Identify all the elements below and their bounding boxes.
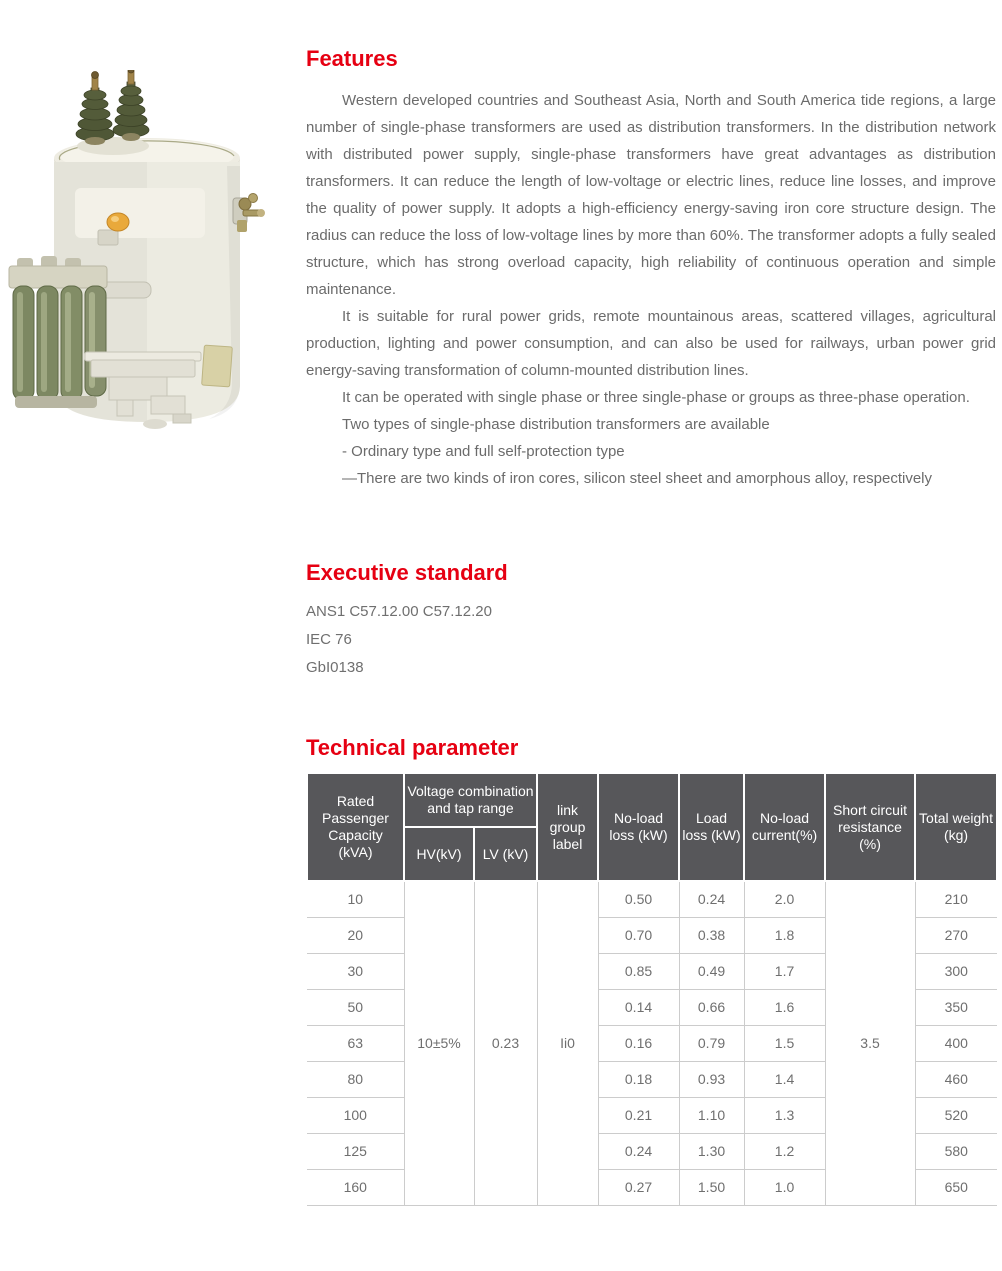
col-header-voltage-group: Voltage combination and tap range <box>404 773 537 827</box>
standard-item: GbI0138 <box>306 659 364 676</box>
cell-load-loss: 1.30 <box>679 1133 744 1169</box>
col-header-load-loss: Load loss (kW) <box>679 773 744 881</box>
cell-total-weight: 270 <box>915 917 997 953</box>
cell-load-loss: 1.10 <box>679 1097 744 1133</box>
cell-noload-current: 1.8 <box>744 917 825 953</box>
hv-bushing-right <box>113 70 149 141</box>
features-line: Two types of single-phase distribution transformers are available <box>342 416 770 433</box>
cell-noload-current: 1.0 <box>744 1169 825 1205</box>
cell-noload-loss: 0.27 <box>598 1169 679 1205</box>
col-header-hv: HV(kV) <box>404 827 474 881</box>
cell-capacity: 125 <box>307 1133 404 1169</box>
cell-load-loss: 0.49 <box>679 953 744 989</box>
cell-load-loss: 1.50 <box>679 1169 744 1205</box>
cell-capacity: 63 <box>307 1025 404 1061</box>
transformer-photo-illustration <box>5 70 270 445</box>
cell-noload-loss: 0.85 <box>598 953 679 989</box>
cell-capacity: 80 <box>307 1061 404 1097</box>
standard-item: IEC 76 <box>306 631 352 648</box>
col-header-link-group: link group label <box>537 773 598 881</box>
cell-noload-loss: 0.21 <box>598 1097 679 1133</box>
table-row <box>307 881 997 917</box>
main-content <box>306 0 996 1206</box>
product-image <box>5 70 270 445</box>
cell-total-weight: 650 <box>915 1169 997 1205</box>
cell-noload-current: 1.2 <box>744 1133 825 1169</box>
features-title: Features <box>306 46 398 71</box>
foot <box>143 419 167 429</box>
technical-parameter-title: Technical parameter <box>306 735 519 760</box>
cell-noload-loss: 0.50 <box>598 881 679 917</box>
col-header-noload-loss: No-load loss (kW) <box>598 773 679 881</box>
col-header-noload-current: No-load current(%) <box>744 773 825 881</box>
hv-bushing-left <box>76 72 114 146</box>
cell-load-loss: 0.38 <box>679 917 744 953</box>
cell-capacity: 100 <box>307 1097 404 1133</box>
cell-total-weight: 460 <box>915 1061 997 1097</box>
col-header-capacity: Rated Passenger Capacity (kVA) <box>307 773 404 881</box>
cell-load-loss: 0.79 <box>679 1025 744 1061</box>
cell-noload-loss: 0.70 <box>598 917 679 953</box>
cell-noload-loss: 0.14 <box>598 989 679 1025</box>
cell-link-group-merged: Ii0 <box>537 881 598 1205</box>
table-body <box>307 881 997 1205</box>
cell-hv-merged: 10±5% <box>404 881 474 1205</box>
cell-noload-loss: 0.24 <box>598 1133 679 1169</box>
cell-short-circuit-merged: 3.5 <box>825 881 915 1205</box>
features-paragraph: It can be operated with single phase or three single-phase or groups as three-phase operation. <box>342 389 970 406</box>
standards-list <box>306 598 996 682</box>
cell-total-weight: 520 <box>915 1097 997 1133</box>
cell-noload-current: 1.5 <box>744 1025 825 1061</box>
col-header-lv: LV (kV) <box>474 827 537 881</box>
cell-load-loss: 0.66 <box>679 989 744 1025</box>
executive-standard-title: Executive standard <box>306 560 508 585</box>
cell-capacity: 10 <box>307 881 404 917</box>
cell-total-weight: 350 <box>915 989 997 1025</box>
cell-total-weight: 580 <box>915 1133 997 1169</box>
cell-total-weight: 400 <box>915 1025 997 1061</box>
cell-total-weight: 300 <box>915 953 997 989</box>
cell-total-weight: 210 <box>915 881 997 917</box>
cell-noload-current: 1.7 <box>744 953 825 989</box>
cell-noload-current: 1.3 <box>744 1097 825 1133</box>
cell-lv-merged: 0.23 <box>474 881 537 1205</box>
col-header-total-weight: Total weight (kg) <box>915 773 997 881</box>
radiator <box>9 256 107 408</box>
features-line: - Ordinary type and full self-protection type <box>342 443 625 460</box>
technical-parameter-table <box>306 772 998 1206</box>
features-text <box>306 87 996 492</box>
features-paragraph: It is suitable for rural power grids, remote mountainous areas, scattered villages, agricultural production, lighting and power consumption, and can also be used for railways, urban power grid energy-saving transformation of column-mounted distribution lines. <box>306 308 996 379</box>
features-line: —There are two kinds of iron cores, silicon steel sheet and amorphous alloy, respectively <box>342 470 933 487</box>
cell-noload-current: 1.6 <box>744 989 825 1025</box>
cell-noload-loss: 0.16 <box>598 1025 679 1061</box>
cell-noload-current: 2.0 <box>744 881 825 917</box>
oil-level-fitting <box>107 213 129 231</box>
cell-load-loss: 0.93 <box>679 1061 744 1097</box>
standard-item: ANS1 C57.12.00 C57.12.20 <box>306 603 492 620</box>
col-header-short-circuit: Short circuit resistance (%) <box>825 773 915 881</box>
cell-capacity: 50 <box>307 989 404 1025</box>
cell-noload-current: 1.4 <box>744 1061 825 1097</box>
cell-capacity: 160 <box>307 1169 404 1205</box>
nameplate <box>202 345 233 387</box>
cell-capacity: 30 <box>307 953 404 989</box>
cell-noload-loss: 0.18 <box>598 1061 679 1097</box>
features-paragraph: Western developed countries and Southeast Asia, North and South America tide regions, a large number of single-phase transformers are used as distribution transformers. In the distribution network with distributed power supply, single-phase transformers have great advantages as distribution transformers. It can reduce the length of low-voltage or electric lines, reduce line losses, and improve the quality of power supply. It adopts a high-efficiency energy-saving iron core structure design. The radius can reduce the loss of low-voltage lines by more than 60%. The transformer adopts a fully sealed structure, which has strong overload capacity, high reliability of continuous operation and simple maintenance. <box>306 92 996 298</box>
cell-load-loss: 0.24 <box>679 881 744 917</box>
table-header <box>307 773 997 881</box>
lv-terminal-fitting <box>233 194 265 233</box>
cell-capacity: 20 <box>307 917 404 953</box>
